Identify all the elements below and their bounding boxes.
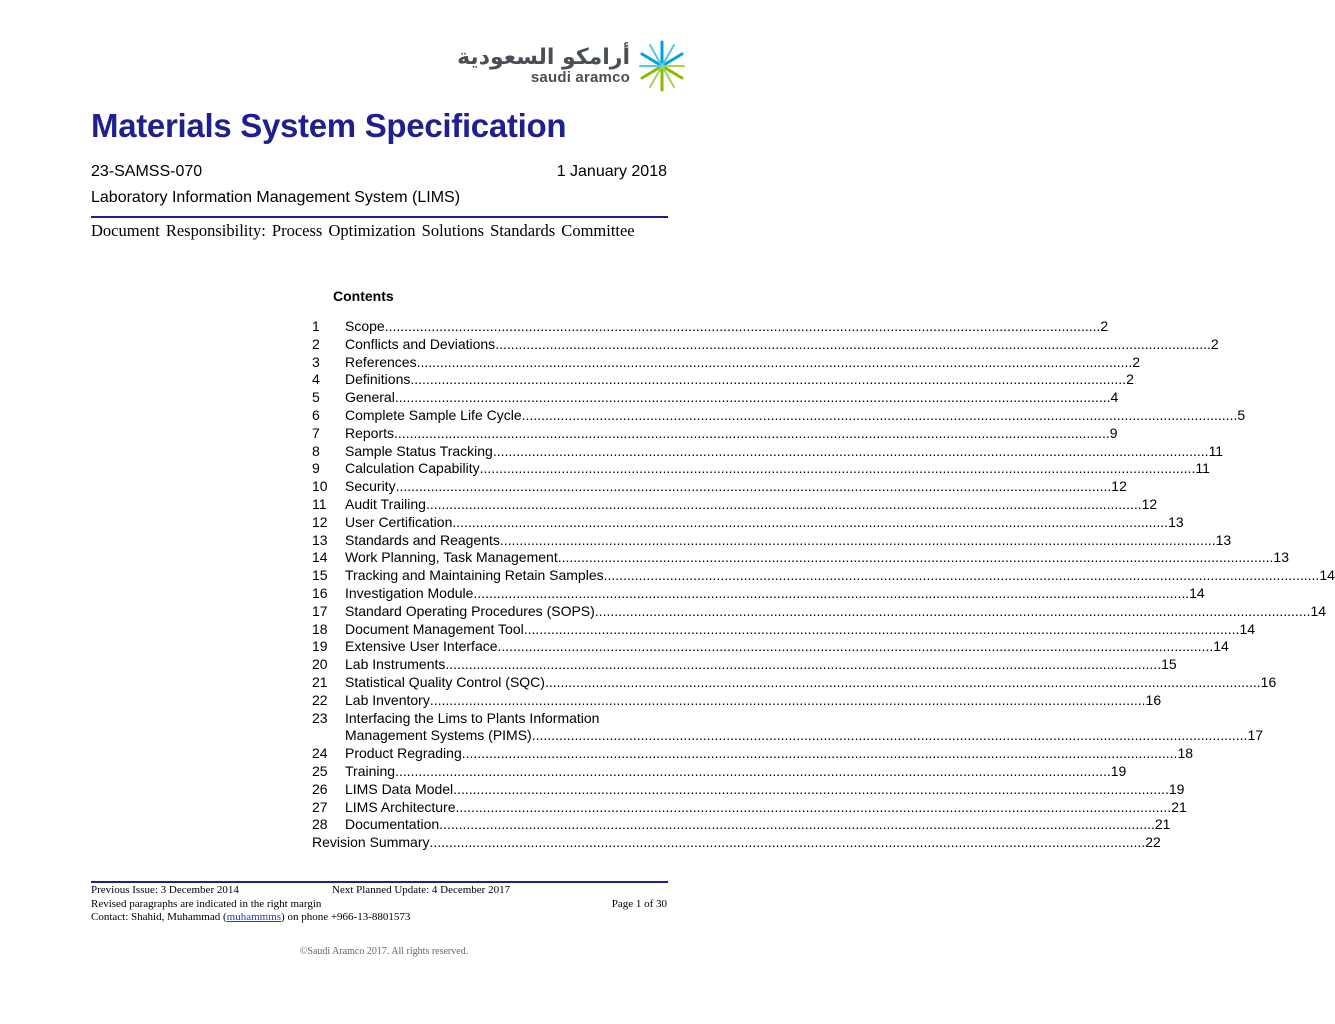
- toc-entry-page: 11: [1195, 460, 1210, 477]
- previous-issue: Previous Issue: 3 December 2014: [91, 884, 239, 896]
- toc-entry-number: 23: [312, 709, 328, 726]
- toc-entry-number: 4: [312, 371, 320, 388]
- next-planned-update: Next Planned Update: 4 December 2017: [332, 884, 511, 896]
- toc-entry-title: Reports: [345, 424, 395, 441]
- toc-entry-page: 13: [1273, 549, 1289, 566]
- toc-entry-number: 27: [312, 798, 328, 815]
- toc-entry-title: Interfacing the Lims to Plants Information: [345, 709, 600, 726]
- toc-entry-title: Tracking and Maintaining Retain Samples: [345, 567, 604, 584]
- footer-divider: [91, 881, 668, 883]
- toc-leader-dots: [462, 745, 1178, 763]
- table-of-contents: [312, 318, 1335, 852]
- toc-entry-page: 21: [1171, 798, 1187, 815]
- toc-entry[interactable]: [312, 513, 1184, 532]
- toc-entry-page: 14: [1189, 584, 1205, 601]
- toc-leader-dots: [445, 656, 1161, 674]
- toc-entry[interactable]: [312, 424, 1118, 443]
- toc-entry-title: LIMS Data Model: [345, 780, 454, 797]
- toc-entry-page: 2: [1132, 353, 1141, 370]
- toc-entry[interactable]: [312, 442, 1224, 461]
- toc-entry-title: Sample Status Tracking: [345, 442, 493, 459]
- toc-entry-page: 21: [1154, 816, 1171, 833]
- toc-entry-number: 20: [312, 656, 328, 673]
- toc-leader-dots: [395, 763, 1111, 781]
- toc-leader-dots: [522, 407, 1238, 425]
- toc-entry-title: Document Management Tool: [345, 620, 524, 637]
- toc-entry[interactable]: [312, 318, 1109, 336]
- doc-date: 1 January 2018: [556, 163, 667, 180]
- company-logo: [457, 38, 686, 94]
- toc-entry-title: Training: [345, 762, 396, 779]
- toc-entry[interactable]: [312, 602, 1327, 621]
- toc-entry-title: General: [345, 389, 395, 406]
- toc-leader-dots: [410, 371, 1126, 389]
- contact-link[interactable]: muhammms: [226, 911, 282, 923]
- toc-entry-page: 12: [1111, 478, 1127, 495]
- toc-entry-title: Standard Operating Procedures (SOPS): [345, 602, 595, 619]
- toc-entry-title: LIMS Architecture: [345, 798, 456, 815]
- toc-entry-title-continued: Management Systems (PIMS): [345, 727, 532, 744]
- toc-leader-dots: [500, 532, 1216, 550]
- toc-entry-title: Conflicts and Deviations: [345, 335, 496, 352]
- toc-entry-title: Work Planning, Task Management: [345, 549, 558, 566]
- contact-prefix: Contact: Shahid, Muhammad (: [91, 911, 227, 923]
- toc-entry-title: Lab Instruments: [345, 656, 446, 673]
- toc-leader-dots: [545, 674, 1261, 692]
- toc-leader-dots: [439, 816, 1155, 834]
- toc-entry-number: 1: [312, 318, 320, 334]
- toc-entry-number: 28: [312, 816, 328, 833]
- toc-entry[interactable]: [312, 549, 1289, 567]
- toc-leader-dots: [430, 692, 1146, 710]
- toc-entry-number: 25: [312, 762, 328, 779]
- revised-note: Revised paragraphs are indicated in the right margin: [91, 897, 322, 910]
- toc-entry-number: 9: [312, 460, 320, 477]
- toc-entry-number: 15: [312, 567, 328, 584]
- toc-entry-title: Security: [345, 478, 396, 495]
- toc-entry-page: 9: [1109, 424, 1118, 441]
- toc-entry[interactable]: [312, 531, 1232, 550]
- toc-entry-number: 18: [312, 620, 328, 637]
- toc-entry-page: 19: [1110, 762, 1127, 779]
- toc-leader-dots: [453, 781, 1169, 799]
- toc-entry[interactable]: [312, 638, 1229, 656]
- toc-leader-dots: [480, 460, 1196, 478]
- toc-entry-title: Audit Trailing: [345, 495, 426, 512]
- toc-entry-number: 26: [312, 780, 328, 797]
- toc-revision-page: 22: [1145, 834, 1161, 851]
- toc-entry-page: 13: [1215, 531, 1232, 548]
- toc-entry[interactable]: [312, 460, 1210, 478]
- toc-entry[interactable]: [312, 745, 1194, 763]
- toc-entry[interactable]: [312, 780, 1185, 799]
- toc-entry-page: 16: [1145, 691, 1162, 708]
- toc-entry-page: 11: [1208, 442, 1224, 459]
- toc-entry-page: 14: [1239, 620, 1256, 637]
- toc-leader-dots: [452, 514, 1168, 532]
- toc-entry[interactable]: [312, 798, 1187, 817]
- doc-number: 23-SAMSS-070: [91, 163, 203, 180]
- toc-revision-summary[interactable]: [312, 834, 1161, 852]
- toc-leader-dots: [396, 478, 1112, 496]
- toc-entry-title: Statistical Quality Control (SQC): [345, 673, 545, 690]
- logo-arabic-text: أرامكو السعودية: [457, 45, 630, 70]
- contact-text: [91, 911, 410, 925]
- toc-entry-page: 14: [1310, 602, 1327, 619]
- toc-entry[interactable]: [312, 620, 1256, 639]
- contact-suffix: ) on phone +966-13-8801573: [281, 911, 411, 923]
- toc-entry[interactable]: [312, 762, 1127, 781]
- toc-leader-dots: [426, 496, 1142, 514]
- toc-entry-title: Documentation: [345, 816, 440, 833]
- document-title: Materials System Specification: [91, 107, 567, 144]
- toc-entry[interactable]: [312, 389, 1119, 407]
- toc-leader-dots: [394, 425, 1110, 443]
- toc-entry-title: Extensive User Interface: [345, 638, 498, 655]
- toc-leader-dots: [395, 389, 1111, 407]
- toc-entry-title: User Certification: [345, 513, 453, 530]
- toc-entry[interactable]: [312, 567, 1335, 585]
- toc-entry-number: 12: [312, 513, 328, 530]
- toc-entry-page: 19: [1168, 780, 1185, 797]
- toc-entry-page: 14: [1213, 638, 1229, 655]
- toc-entry-number: 13: [312, 531, 328, 548]
- toc-entry[interactable]: [312, 584, 1205, 603]
- toc-entry-page: 16: [1260, 673, 1277, 690]
- toc-entry-number: 5: [312, 389, 320, 406]
- toc-entry-number: 14: [312, 549, 328, 566]
- toc-leader-dots: [532, 727, 1248, 745]
- toc-entry-title: References: [345, 353, 417, 370]
- toc-leader-dots: [493, 443, 1209, 461]
- toc-entry-number: 3: [312, 353, 320, 370]
- toc-entry-title: Scope: [345, 318, 385, 334]
- toc-entry[interactable]: [312, 709, 1264, 746]
- toc-entry-title: Investigation Module: [345, 584, 474, 601]
- toc-entry[interactable]: [312, 335, 1219, 354]
- toc-entry-page: 15: [1161, 656, 1177, 673]
- toc-entry-title: Product Regrading: [345, 745, 462, 762]
- toc-leader-dots: [456, 799, 1172, 817]
- header-divider: [91, 216, 668, 218]
- toc-entry-number: 21: [312, 673, 328, 690]
- toc-leader-dots: [417, 354, 1133, 372]
- toc-leader-dots: [498, 638, 1214, 656]
- doc-number-row: [91, 163, 667, 181]
- toc-entry-number: 8: [312, 442, 320, 459]
- toc-entry-page: 4: [1110, 389, 1119, 406]
- toc-entry-number: 10: [312, 478, 328, 495]
- copyright: ©Saudi Aramco 2017. All rights reserved.: [299, 946, 469, 957]
- toc-entry[interactable]: [312, 478, 1127, 496]
- toc-entry[interactable]: [312, 406, 1246, 425]
- toc-entry[interactable]: [312, 673, 1277, 692]
- toc-leader-dots: [595, 603, 1311, 621]
- toc-entry[interactable]: [312, 353, 1141, 372]
- toc-entry-page: 5: [1237, 406, 1246, 423]
- toc-leader-dots: [495, 336, 1211, 354]
- document-responsibility: Document Responsibility: Process Optimization Solutions Standards Committee: [91, 221, 635, 240]
- toc-entry-page: 2: [1210, 335, 1219, 352]
- toc-leader-dots: [473, 585, 1189, 603]
- toc-entry[interactable]: [312, 495, 1158, 514]
- page-footer: [91, 884, 667, 925]
- toc-leader-dots: [524, 621, 1240, 639]
- toc-entry-number: 19: [312, 638, 328, 655]
- toc-entry-number: 17: [312, 602, 328, 619]
- toc-entry[interactable]: [312, 691, 1162, 710]
- aramco-star-icon: [638, 38, 686, 94]
- toc-entry[interactable]: [312, 371, 1134, 389]
- toc-entry-number: 24: [312, 745, 328, 762]
- toc-leader-dots: [385, 318, 1101, 336]
- toc-leader-dots: [604, 567, 1320, 585]
- doc-subject: Laboratory Information Management System (LIMS): [91, 189, 461, 206]
- toc-entry-page: 17: [1247, 727, 1264, 744]
- toc-entry-page: 2: [1126, 371, 1134, 388]
- toc-leader-dots: [429, 834, 1145, 852]
- toc-entry-number: 16: [312, 584, 328, 601]
- toc-entry-title: Calculation Capability: [345, 460, 480, 477]
- toc-entry[interactable]: [312, 816, 1171, 834]
- doc-subject-row: [91, 189, 667, 207]
- toc-entry-page: 14: [1319, 567, 1335, 584]
- toc-entry-number: 2: [312, 335, 320, 352]
- contents-heading: Contents: [333, 288, 394, 304]
- toc-entry-number: 22: [312, 691, 328, 708]
- toc-entry-page: 12: [1141, 495, 1158, 512]
- toc-entry-page: 2: [1100, 318, 1109, 334]
- toc-entry-page: 18: [1177, 745, 1194, 762]
- toc-revision-title: Revision Summary: [312, 834, 430, 851]
- toc-entry-multiline: [345, 710, 1263, 746]
- toc-entry-title: Lab Inventory: [345, 691, 430, 708]
- toc-entry-page: 13: [1168, 513, 1184, 530]
- toc-leader-dots: [558, 549, 1274, 567]
- toc-entry-title: Definitions: [345, 371, 411, 388]
- page-number: Page 1 of 30: [611, 897, 667, 910]
- toc-entry-number: 6: [312, 406, 320, 423]
- toc-entry-number: 11: [312, 495, 327, 512]
- toc-entry-number: 7: [312, 424, 320, 441]
- toc-entry[interactable]: [312, 656, 1177, 674]
- toc-entry-title: Complete Sample Life Cycle: [345, 406, 522, 423]
- toc-entry-title: Standards and Reagents: [345, 531, 500, 548]
- logo-english-text: saudi aramco: [530, 69, 630, 86]
